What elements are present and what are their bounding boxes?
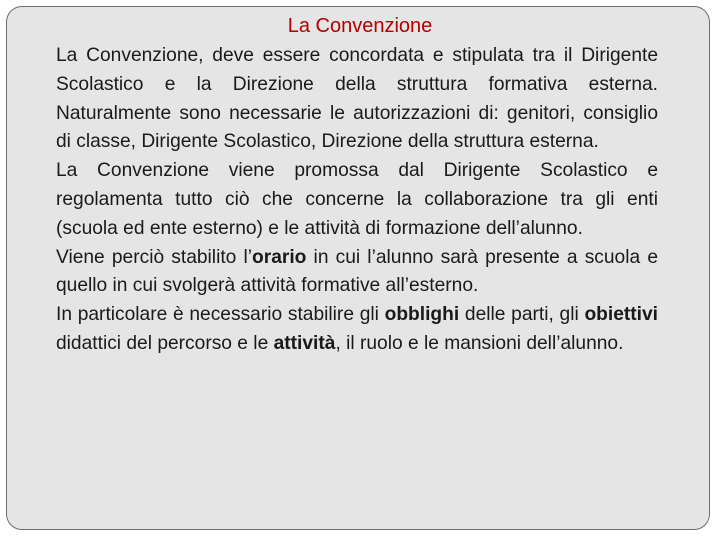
paragraph-4 <box>56 301 658 359</box>
paragraph-1-text: La Convenzione, deve essere concordata e stipulata tra il Dirigente Scolastico e la Direzione della struttura formativa esterna. Naturalmente sono necessarie le autorizzazioni di: genitori, consiglio di classe, Dirigente Scolastico, Direzione della struttura esterna. <box>56 45 658 153</box>
obblighi-keyword: obblighi <box>384 304 460 326</box>
paragraph-4-text-d: , il ruolo e le mansioni dell’alunno. <box>335 332 624 354</box>
paragraph-3-text-a: Viene perciò stabilito l’ <box>56 246 253 268</box>
obiettivi-keyword: obiettivi <box>584 304 658 326</box>
slide-title: La Convenzione <box>287 15 433 37</box>
paragraph-3 <box>56 244 658 302</box>
paragraph-3-text-b: in cui l’alunno sarà presente a scuola e quello in cui svolgerà attività formative all’esterno. <box>56 246 658 297</box>
paragraph-2-text: La Convenzione viene promossa dal Dirigente Scolastico e regolamenta tutto ciò che concerne la collaborazione tra gli enti (scuola ed ente esterno) e le attività di formazione dell’alunno. <box>56 160 658 239</box>
paragraph-4-text-c: didattici del percorso e le <box>56 332 274 354</box>
slide-body <box>56 42 658 359</box>
orario-keyword: orario <box>252 246 307 268</box>
paragraph-2 <box>56 157 658 243</box>
paragraph-4-text-a: In particolare è necessario stabilire gli <box>56 304 385 326</box>
paragraph-4-text-b: delle parti, gli <box>459 304 585 326</box>
paragraph-1 <box>56 42 658 157</box>
attivita-keyword: attività <box>273 332 336 354</box>
